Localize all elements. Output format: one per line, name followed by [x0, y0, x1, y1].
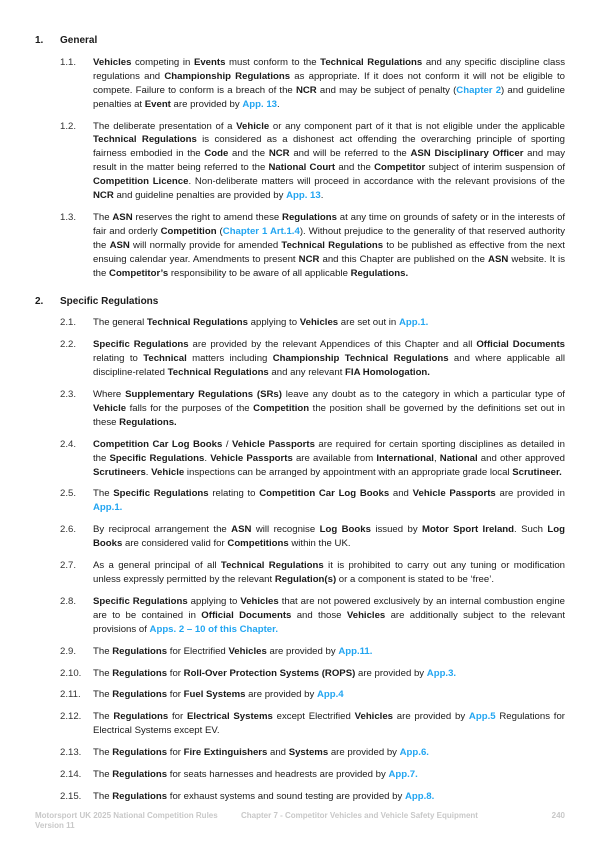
text-run: reserves the right to amend these [132, 211, 283, 223]
text-run: falls for the purposes of the [126, 402, 254, 414]
regulation-item [35, 746, 565, 760]
text-run: are provided by [245, 689, 317, 701]
defined-term: ASN [488, 253, 509, 265]
item-number: 2.1. [60, 317, 77, 329]
item-number: 2.5. [60, 488, 77, 500]
item-text [93, 559, 565, 587]
text-run: the position shall be governed by the definitions set out in these [93, 402, 565, 428]
text-run: or any component part of it that is not eligible under the applicable [269, 120, 565, 132]
text-run: are provided by the relevant Appendices of this Chapter and all [188, 339, 477, 351]
defined-term: ASN [109, 239, 130, 251]
defined-term: Regulations [112, 790, 168, 802]
text-run: are available from [292, 452, 377, 464]
cross-reference-link[interactable]: App.5 [468, 711, 496, 723]
defined-term: ASN [231, 524, 252, 536]
text-run: competing in [131, 56, 194, 68]
text-run: and other approved [477, 452, 565, 464]
regulation-item [35, 316, 565, 330]
defined-term: Championship Technical Regulations [272, 353, 449, 365]
footer-version: Version 11 [35, 821, 75, 830]
defined-term: Regulations [282, 211, 337, 223]
text-run: are provided by [266, 645, 339, 657]
cross-reference-link[interactable]: App.8. [404, 790, 435, 802]
item-text [93, 710, 565, 738]
text-run: at any time on grounds of safety or in the interests of fair and orderly [93, 211, 566, 237]
defined-term: Vehicles [228, 645, 267, 657]
regulation-item [35, 790, 565, 804]
text-run: , [433, 452, 440, 464]
item-number: 2.2. [60, 339, 77, 351]
defined-term: Code [204, 148, 229, 160]
defined-term: Specific Regulations [109, 452, 205, 464]
regulation-item [35, 768, 565, 782]
item-text [93, 388, 565, 430]
defined-term: Event [144, 98, 171, 110]
text-run: The [93, 645, 113, 657]
defined-term: ASN Disciplinary Officer [410, 148, 524, 160]
text-run: are provided in [495, 488, 566, 500]
item-number: 2.9. [60, 645, 77, 657]
defined-term: Technical Regulations [146, 317, 248, 329]
text-run: As a general principal of all [93, 560, 221, 572]
regulation-item [35, 388, 565, 430]
defined-term: NCR [295, 84, 317, 96]
defined-term: Technical Regulations [220, 560, 324, 572]
text-run: for [167, 667, 184, 679]
cross-reference-link[interactable]: App.11. [338, 645, 373, 657]
text-run: and may result in the matter being referred to the [93, 148, 566, 174]
item-number: 2.12. [60, 711, 82, 723]
text-run: The [93, 667, 113, 679]
text-run: are provided by [328, 747, 400, 759]
defined-term: Vehicles [354, 711, 394, 723]
defined-term: Technical Regulations [320, 56, 423, 68]
defined-term: NCR [268, 148, 290, 160]
cross-reference-link[interactable]: App.4 [316, 689, 344, 701]
defined-term: Regulations. [350, 267, 409, 279]
item-number: 2.4. [60, 438, 77, 450]
defined-term: Roll-Over Protection Systems (ROPS) [183, 667, 356, 679]
defined-term: Technical Regulations [167, 367, 269, 379]
cross-reference-link[interactable]: Chapter 2 [456, 84, 502, 96]
item-text [93, 316, 565, 330]
regulation-item [35, 438, 565, 480]
item-text [93, 688, 565, 702]
defined-term: Competition Licence [93, 176, 189, 188]
regulation-item [35, 56, 565, 112]
defined-term: Regulations [112, 645, 168, 657]
text-run: and any specific discipline class regulations and [93, 56, 565, 82]
regulation-item [35, 338, 565, 380]
defined-term: Log Books [319, 524, 371, 536]
defined-term: Motor Sport Ireland [422, 524, 515, 536]
item-number: 1.3. [60, 211, 77, 223]
text-run: and where applicable all discipline-related [93, 353, 565, 379]
defined-term: Championship Regulations [164, 70, 291, 82]
text-run: for seats harnesses and headrests are provided by [167, 769, 389, 781]
item-number: 2.3. [60, 389, 77, 401]
defined-term: Electrical Systems [186, 711, 273, 723]
text-run: are provided by [170, 98, 243, 110]
defined-term: Fire Extinguishers [183, 747, 268, 759]
text-run: relating to [93, 353, 144, 365]
cross-reference-link[interactable]: Chapter 1 Art.1.4 [222, 225, 300, 237]
text-run: ) and guideline penalties at [93, 84, 566, 110]
text-run: for [167, 689, 184, 701]
regulation-item [35, 211, 565, 281]
cross-reference-link[interactable]: App.6. [399, 747, 429, 759]
item-number: 2.6. [60, 524, 77, 536]
text-run: and those [291, 609, 347, 621]
section-number: 2. [35, 295, 44, 307]
text-run: By reciprocal arrangement the [93, 524, 232, 536]
footer-publication: Motorsport UK 2025 National Competition Rules [35, 811, 218, 820]
regulation-item [35, 487, 565, 515]
defined-term: Official Documents [201, 609, 292, 621]
defined-term: Competitor’s [109, 267, 169, 279]
section-number: 1. [35, 35, 44, 46]
regulation-item [35, 710, 565, 738]
text-run: and [389, 488, 413, 500]
text-run: ( [216, 225, 223, 237]
defined-term: Competition [253, 402, 310, 414]
defined-term: Regulation(s) [274, 574, 337, 585]
defined-term: Vehicle Passports [412, 488, 496, 500]
text-run: applying to [187, 595, 241, 607]
text-run: is considered as a dishonest act offending the overarching principle of sporting fairness embodied in the [93, 134, 566, 160]
defined-term: National Court [268, 162, 336, 174]
cross-reference-link[interactable]: App.1. [93, 502, 123, 514]
regulation-item [35, 645, 565, 659]
item-text [93, 667, 565, 681]
text-run: matters including [186, 353, 273, 365]
text-run: must conform to the [225, 56, 321, 68]
defined-term: NCR [298, 253, 320, 265]
item-text [93, 746, 565, 760]
item-text [93, 523, 565, 551]
defined-term: Technical [143, 353, 187, 365]
text-run: The [93, 747, 113, 759]
text-run: . Such [514, 524, 548, 536]
defined-term: NCR [93, 190, 114, 202]
item-number: 2.7. [60, 560, 77, 572]
text-run: it is prohibited to carry out any tuning or modification unless expressly permitted by the relevant [93, 560, 565, 585]
text-run: . [204, 452, 211, 464]
defined-term: Specific Regulations [93, 595, 188, 607]
defined-term: Specific Regulations [113, 488, 209, 500]
defined-term: Vehicles [299, 317, 339, 329]
text-run: . Non-deliberate matters will proceed in accordance with the relevant provisions of the [188, 176, 565, 188]
regulation-item [35, 120, 565, 203]
defined-term: Vehicle [151, 466, 185, 478]
text-run: . [320, 190, 324, 202]
defined-term: Vehicle [236, 120, 270, 132]
text-run: . [145, 466, 152, 478]
text-run: leave any doubt as to the category in which a particular type of [281, 389, 565, 401]
defined-term: Log Books [93, 524, 565, 550]
item-text [93, 438, 565, 480]
item-text [93, 120, 565, 203]
text-run: Regulations for Electrical Systems except EV. [93, 711, 565, 737]
cross-reference-link[interactable]: App. 13 [242, 98, 278, 110]
text-run: that are not powered exclusively by an internal combustion engine are to be contained in [93, 595, 565, 621]
cross-reference-link[interactable]: App.7. [388, 769, 418, 781]
text-run: subject of interim suspension of [425, 162, 565, 174]
item-number: 1.2. [60, 120, 77, 132]
text-run: for [167, 747, 184, 759]
text-run: issued by [370, 524, 423, 536]
text-run: for Electrified [167, 645, 229, 657]
defined-term: Vehicles [240, 595, 279, 607]
item-number: 2.8. [60, 595, 77, 607]
regulation-item [35, 523, 565, 551]
defined-term: Specific Regulations [93, 339, 189, 351]
defined-term: Competition [160, 225, 217, 237]
text-run: Where [93, 389, 126, 401]
text-run: to be published as effective from the next ensuing calendar year. Amendments to present [93, 239, 565, 265]
item-number: 1.1. [60, 56, 77, 68]
defined-term: Competition Car Log Books [259, 488, 390, 500]
defined-term: Scrutineer. [512, 466, 562, 478]
item-text [93, 645, 565, 659]
text-run: . [277, 98, 280, 110]
item-text [93, 790, 565, 804]
text-run: The [93, 769, 113, 781]
item-text [93, 487, 565, 515]
text-run: and [267, 747, 289, 759]
text-run: are provided by [393, 711, 469, 723]
section-heading [35, 34, 565, 48]
defined-term: Scrutineers [93, 466, 146, 478]
defined-term: Competitor [374, 162, 426, 174]
defined-term: Events [193, 56, 226, 68]
text-run: and guideline penalties are provided by [113, 190, 287, 202]
text-run: except Electrified [272, 711, 355, 723]
text-run: for exhaust systems and sound testing are provided by [167, 790, 405, 802]
text-run: are additionally subject to the relevant provisions of [93, 609, 565, 635]
text-run: and any relevant [268, 367, 346, 379]
text-run: and may be subject of penalty ( [316, 84, 457, 96]
item-number: 2.15. [60, 790, 82, 802]
text-run: for [168, 711, 187, 723]
defined-term: FIA Homologation. [345, 367, 430, 379]
text-run: will recognise [251, 524, 320, 536]
section-title: General [60, 35, 98, 46]
text-run: inspections can be arranged by appointment with an appropriate grade local [184, 466, 513, 478]
text-run: The general [93, 317, 147, 329]
defined-term: Supplementary Regulations (SRs) [125, 389, 282, 401]
defined-term: Technical Regulations [281, 239, 384, 251]
text-run: are provided by [355, 667, 427, 679]
item-number: 2.10. [60, 667, 82, 679]
defined-term: National [439, 452, 478, 464]
item-number: 2.11. [60, 689, 81, 701]
text-run: The [93, 211, 113, 223]
item-text [93, 595, 565, 637]
page-footer [35, 811, 565, 831]
defined-term: Regulations [112, 769, 168, 781]
text-run: or a component is stated to be ‘free’. [336, 574, 494, 585]
defined-term: Vehicles [346, 609, 386, 621]
defined-term: International [376, 452, 434, 464]
defined-term: ASN [112, 211, 133, 223]
item-number: 2.13. [60, 747, 82, 759]
section-heading [35, 295, 565, 309]
text-run: will normally provide for amended [129, 239, 282, 251]
defined-term: Technical Regulations [93, 134, 197, 146]
text-run: The [93, 689, 113, 701]
text-run: ). Without prejudice to the generality of that reserved authority the [93, 225, 566, 251]
text-run: are considered valid for [122, 538, 228, 550]
defined-term: Vehicle Passports [231, 438, 315, 450]
text-run: are set out in [338, 317, 399, 329]
text-run: / [222, 438, 232, 450]
footer-chapter: Chapter 7 - Competitor Vehicles and Vehicle Safety Equipment [241, 811, 478, 820]
defined-term: Regulations. [119, 416, 177, 428]
text-run: responsibility to be aware of all applicable [168, 267, 351, 279]
cross-reference-link[interactable]: Apps. 2 – 10 of this Chapter. [149, 623, 279, 635]
text-run: relating to [208, 488, 260, 500]
defined-term: Vehicles [93, 56, 132, 68]
defined-term: Competition Car Log Books [93, 438, 223, 450]
regulation-item [35, 595, 565, 637]
regulation-item [35, 559, 565, 587]
regulation-item [35, 688, 565, 702]
item-text [93, 211, 565, 281]
defined-term: Competitions [227, 538, 289, 550]
text-run: are required for certain sporting disciplines as detailed in the [93, 438, 566, 464]
text-run: The [93, 790, 113, 802]
item-text [93, 768, 565, 782]
item-text [93, 338, 565, 380]
defined-term: Regulations [112, 667, 168, 679]
item-number: 2.14. [60, 769, 82, 781]
text-run: The [93, 488, 114, 500]
text-run: applying to [247, 317, 300, 329]
regulation-item [35, 667, 565, 681]
cross-reference-link[interactable]: App.3. [426, 667, 457, 679]
item-text [93, 56, 565, 112]
text-run: and this Chapter are published on the [319, 253, 489, 265]
page-number: 240 [551, 811, 565, 820]
section-title: Specific Regulations [60, 295, 159, 307]
defined-term: Systems [288, 747, 329, 759]
defined-term: Regulations [112, 689, 168, 701]
text-run: and the [335, 162, 375, 174]
text-run: and will be referred to the [289, 148, 411, 160]
defined-term: Vehicle Passports [210, 452, 293, 464]
defined-term: Fuel Systems [183, 689, 246, 701]
text-run: The [93, 711, 114, 723]
text-run: within the UK. [288, 538, 351, 550]
document-body [35, 34, 565, 812]
cross-reference-link[interactable]: App. 13 [286, 190, 321, 202]
defined-term: Regulations [112, 747, 168, 759]
text-run: website. It is the [93, 253, 565, 279]
text-run: and the [228, 148, 269, 160]
defined-term: Regulations [113, 711, 169, 723]
text-run: The deliberate presentation of a [93, 120, 237, 132]
defined-term: Official Documents [476, 339, 566, 351]
defined-term: Vehicle [93, 402, 127, 414]
cross-reference-link[interactable]: App.1. [398, 317, 429, 329]
text-run: as appropriate. If it does not conform it will not be eligible to compete. Failure to conform is a breach of the [93, 70, 565, 96]
